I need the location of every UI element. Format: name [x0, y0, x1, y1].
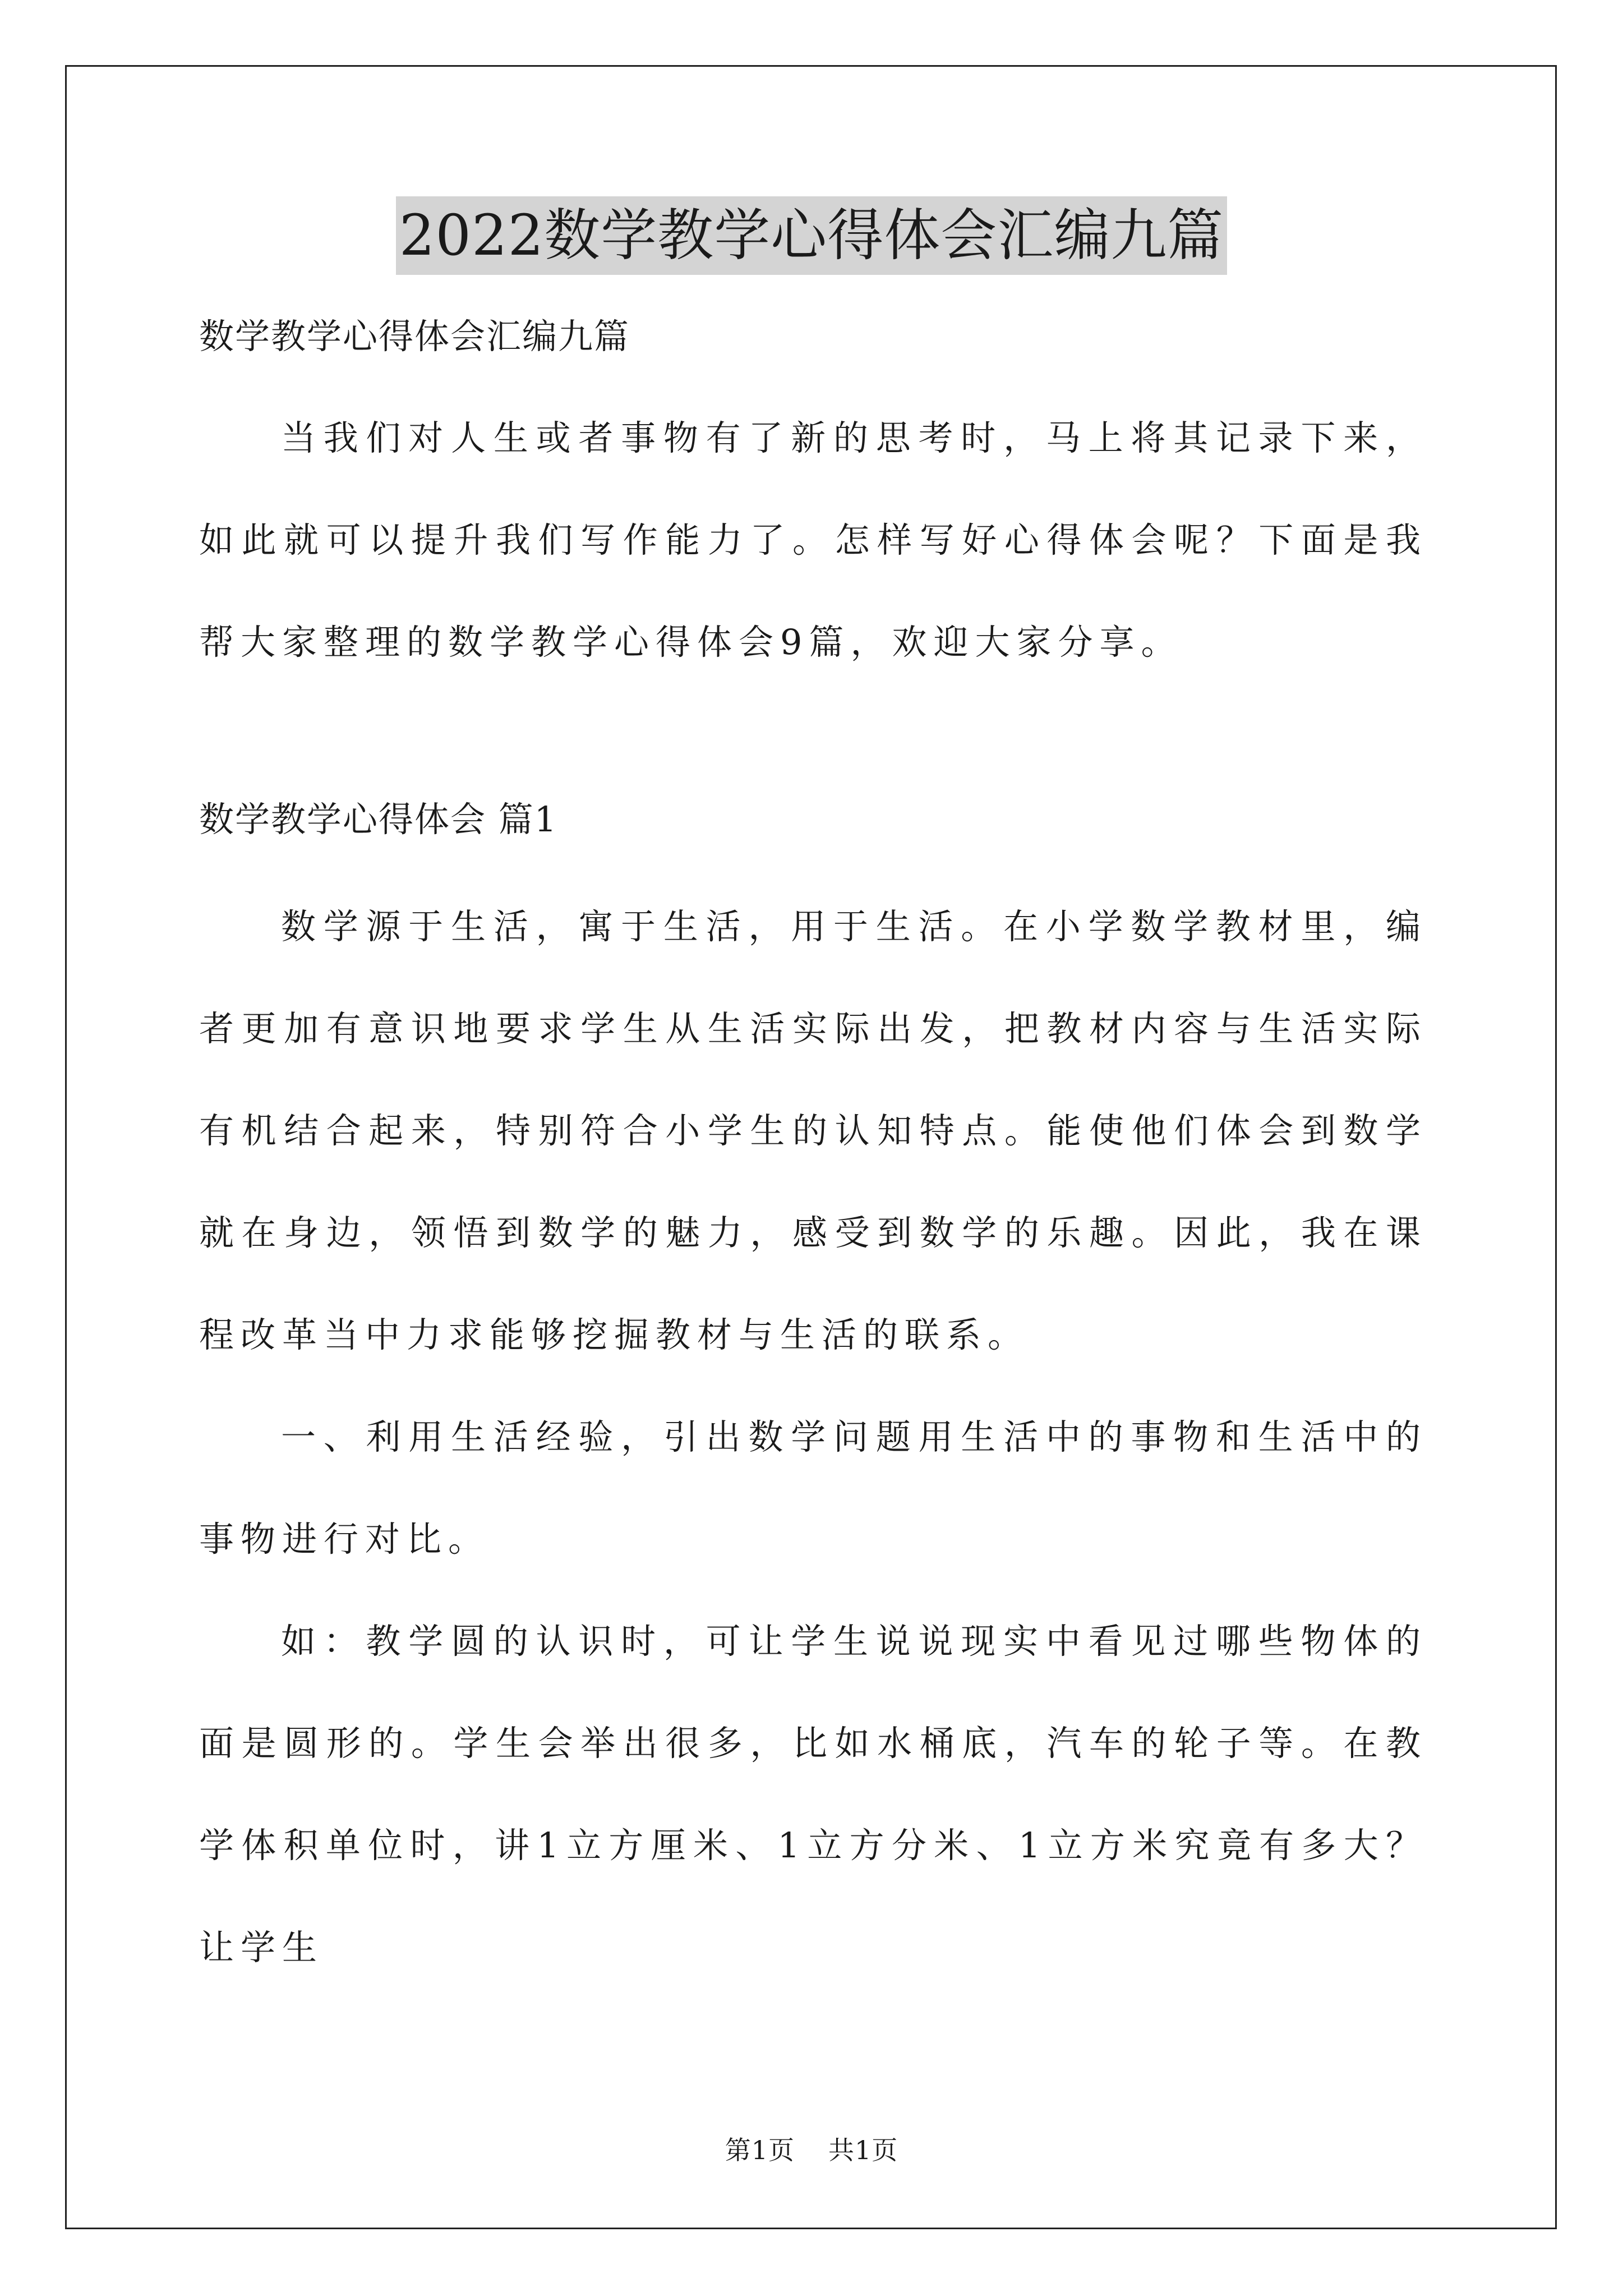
- document-body: [199, 314, 1427, 1999]
- intro-paragraph: 当我们对人生或者事物有了新的思考时，马上将其记录下来，如此就可以提升我们写作能力了。怎样写好心得体会呢？下面是我帮大家整理的数学教学心得体会9篇，欢迎大家分享。: [199, 417, 1427, 662]
- section-heading: 数学教学心得体会 篇1: [199, 799, 558, 840]
- document-title: 2022数学教学心得体会汇编九篇: [396, 196, 1228, 275]
- title-container: [0, 196, 1623, 275]
- body-paragraph: 如：教学圆的认识时，可让学生说说现实中看见过哪些物体的面是圆形的。学生会举出很多，比如水桶底，汽车的轮子等。在教学体积单位时，讲1立方厘米、1立方分米、1立方米究竟有多大？让学生: [199, 1621, 1427, 1968]
- page-number: 第1页: [725, 2135, 795, 2165]
- page-footer: [0, 2133, 1623, 2167]
- document-subtitle: 数学教学心得体会汇编九篇: [199, 316, 630, 357]
- page-total: 共1页: [828, 2135, 898, 2165]
- body-paragraph: 数学源于生活，寓于生活，用于生活。在小学数学教材里，编者更加有意识地要求学生从生活实际出发，把教材内容与生活实际有机结合起来，特别符合小学生的认知特点。能使他们体会到数学就在身边，领悟到数学的魅力，感受到数学的乐趣。因此，我在课程改革当中力求能够挖掘教材与生活的联系。: [199, 906, 1427, 1355]
- body-paragraph: 一、利用生活经验，引出数学问题用生活中的事物和生活中的事物进行对比。: [199, 1416, 1427, 1559]
